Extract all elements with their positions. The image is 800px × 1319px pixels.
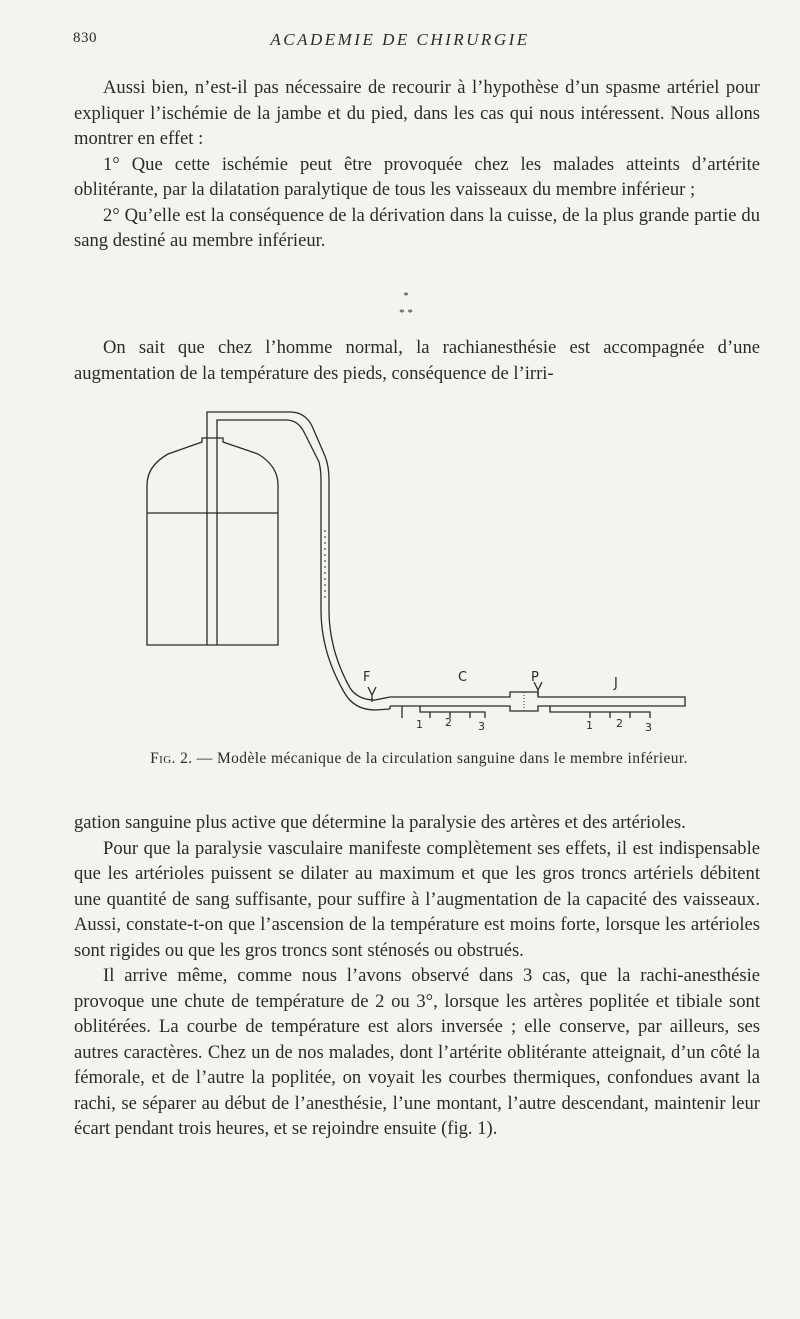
paragraph: Il arrive même, comme nous l’avons observé dans 3 cas, que la rachi-anesthésie provoque une chute de température de 2 ou 3°, lorsque les artères poplitée et tibiale sont oblitérées. La courbe de température est alors inversée ; elle conserve, par ailleurs, ses autres caractères. Chez un de nos malades, dont l’artérite oblitérante atteignait, d’un côté la fémorale, et de l’autre la poplitée, on voyait les courbes thermiques, confondues avant la rachi, se séparer au début de l’anesthésie, l’une montant, l’autre descendant, maintenir leur écart pendant trois heures, et se rejoindre ensuite (fig. 1). [74,965,760,1139]
label-c: C [458,670,468,685]
siphon-tube-inner [217,420,390,710]
tick-label: 3 [478,720,485,733]
branch-j [550,706,650,718]
figure-caption [74,750,764,768]
text-block-main [74,810,760,1142]
text-block-intro [74,75,760,254]
section-separator [0,291,800,323]
caption-text: — Modèle mécanique de la circulation sanguine dans le membre inférieur. [192,750,688,767]
tick-label: 2 [616,717,623,730]
circulation-diagram [120,400,700,740]
page-header [0,30,800,54]
running-title: ACADEMIE DE CHIRURGIE [270,30,530,49]
page-number: 830 [73,30,97,46]
tick-label: 3 [645,721,652,734]
tick-label: 1 [416,718,423,731]
label-f: F [363,670,371,685]
paragraph-continued: gation sanguine plus active que détermine la paralysie des artères et des artérioles. [74,812,686,833]
paragraph: Pour que la paralysie vasculaire manifeste complètement ses effets, il est indispensable que les artérioles puissent se dilater au maximum et que les gros troncs artériels débitent une quantité de sang suffisante, pour suffire à l’augmentation de la capacité des vaisseaux. Aussi, constate-t-on que l’ascension de la température est moins forte, lorsque les artérioles sont rigides ou que les gros troncs sont sténosés ou obstrués. [74,837,760,961]
separator-star-top: * [403,290,409,302]
reservoir-bottle [147,438,278,645]
paragraph: On sait que chez l’homme normal, la rachianesthésie est accompagnée d’une augmentation de la température des pieds, conséquence de l’irri- [74,337,760,384]
tick-label: 2 [445,716,452,729]
label-p: P [531,670,539,685]
separator-stars-bottom: * * [399,307,413,319]
siphon-tube-outer [207,412,390,700]
caption-figure-number: Fig. 2. [150,750,193,767]
text-block-rachi [74,335,760,386]
paragraph-point-1: 1° Que cette ischémie peut être provoquée chez les malades atteints d’artérite oblitérante, par la dilatation paralytique de tous les vaisseaux du membre inférieur ; [74,153,760,200]
tick-label: 1 [586,719,593,732]
paragraph-point-2: 2° Qu’elle est la conséquence de la dérivation dans la cuisse, de la plus grande partie du sang destiné au membre inférieur. [74,204,760,251]
branch-c [402,706,485,718]
figure-mechanical-model [120,400,700,740]
paragraph: Aussi bien, n’est-il pas nécessaire de recourir à l’hypothèse d’un spasme artériel pour expliquer l’ischémie de la jambe et du pied, dans les cas qui nous intéressent. Nous allons montrer en effet : [74,77,760,149]
label-j: J [614,676,618,691]
